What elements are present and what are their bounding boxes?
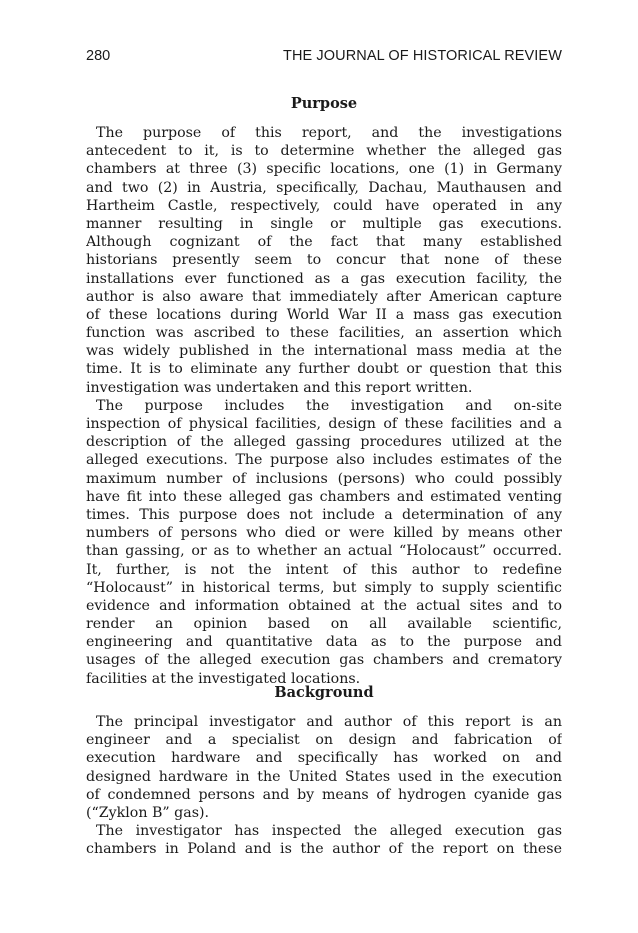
text-line: chambers in Poland and is the author of the report on these	[86, 841, 562, 858]
text-line: evidence and information obtained at the actual sites and to	[86, 597, 562, 614]
text-line: have fit into these alleged gas chambers and estimated venting	[86, 488, 562, 505]
text-line: It, further, is not the intent of this author to redefine	[86, 561, 562, 578]
text-line: maximum number of inclusions (persons) who could possibly	[86, 470, 562, 487]
section-heading-background: Background	[274, 684, 374, 701]
text-line: The purpose includes the investigation and on-site	[96, 397, 562, 414]
section-heading-purpose: Purpose	[290, 95, 358, 112]
text-line: time. It is to eliminate any further doubt or question that this	[86, 361, 562, 378]
text-line: usages of the alleged execution gas chambers and crematory	[86, 652, 562, 669]
text-line: of these locations during World War II a mass gas execution	[86, 306, 562, 323]
text-line: The principal investigator and author of this report is an	[96, 714, 562, 730]
text-line: Hartheim Castle, respectively, could have operated in any	[86, 197, 562, 214]
text-line: (“Zyklon B” gas).	[86, 804, 210, 821]
text-line: “Holocaust” in historical terms, but simply to supply scientific	[86, 579, 562, 596]
text-line: The purpose of this report, and the investigations	[96, 125, 562, 141]
journal-title: THE JOURNAL OF HISTORICAL REVIEW	[282, 48, 562, 64]
text-line: facilities at the investigated locations.	[86, 670, 361, 687]
text-line: inspection of physical facilities, design of these facilities and a	[86, 416, 562, 432]
text-line: The investigator has inspected the alleged execution gas	[96, 823, 562, 840]
text-line: investigation was undertaken and this report written.	[86, 379, 473, 396]
text-line: installations ever functioned as a gas execution facility, the	[86, 270, 562, 287]
text-line: engineer and a specialist on design and fabrication of	[86, 732, 562, 749]
text-line: antecedent to it, is to determine whether the alleged gas	[86, 143, 562, 160]
text-line: times. This purpose does not include a determination of any	[86, 506, 562, 523]
text-line: author is also aware that immediately after American capture	[86, 288, 562, 305]
text-line: was widely published in the international mass media at the	[86, 343, 562, 360]
text-line: chambers at three (3) specific locations, one (1) in Germany	[86, 161, 562, 178]
background-body	[86, 713, 562, 859]
text-line: function was ascribed to these facilities, an assertion which	[86, 325, 562, 342]
text-line: engineering and quantitative data as to the purpose and	[86, 634, 562, 651]
text-line: designed hardware in the United States used in the execution	[86, 768, 562, 785]
purpose-body	[86, 124, 562, 688]
text-line: historians presently seem to concur that none of these	[86, 252, 562, 269]
running-head	[86, 48, 562, 68]
page-number: 280	[86, 48, 111, 64]
text-line: description of the alleged gassing procedures utilized at the	[86, 434, 562, 451]
text-line: execution hardware and specifically has worked on and	[86, 750, 562, 767]
text-line: manner resulting in single or multiple gas executions.	[86, 215, 562, 232]
text-line: than gassing, or as to whether an actual “Holocaust” occurred.	[86, 543, 562, 560]
text-line: of condemned persons and by means of hydrogen cyanide gas	[86, 786, 562, 803]
text-line: numbers of persons who died or were killed by means other	[86, 525, 562, 542]
text-line: Although cognizant of the fact that many established	[86, 234, 562, 251]
text-line: and two (2) in Austria, specifically, Dachau, Mauthausen and	[86, 179, 562, 196]
text-line: render an opinion based on all available scientific,	[86, 616, 562, 633]
text-line: alleged executions. The purpose also includes estimates of the	[86, 452, 562, 469]
